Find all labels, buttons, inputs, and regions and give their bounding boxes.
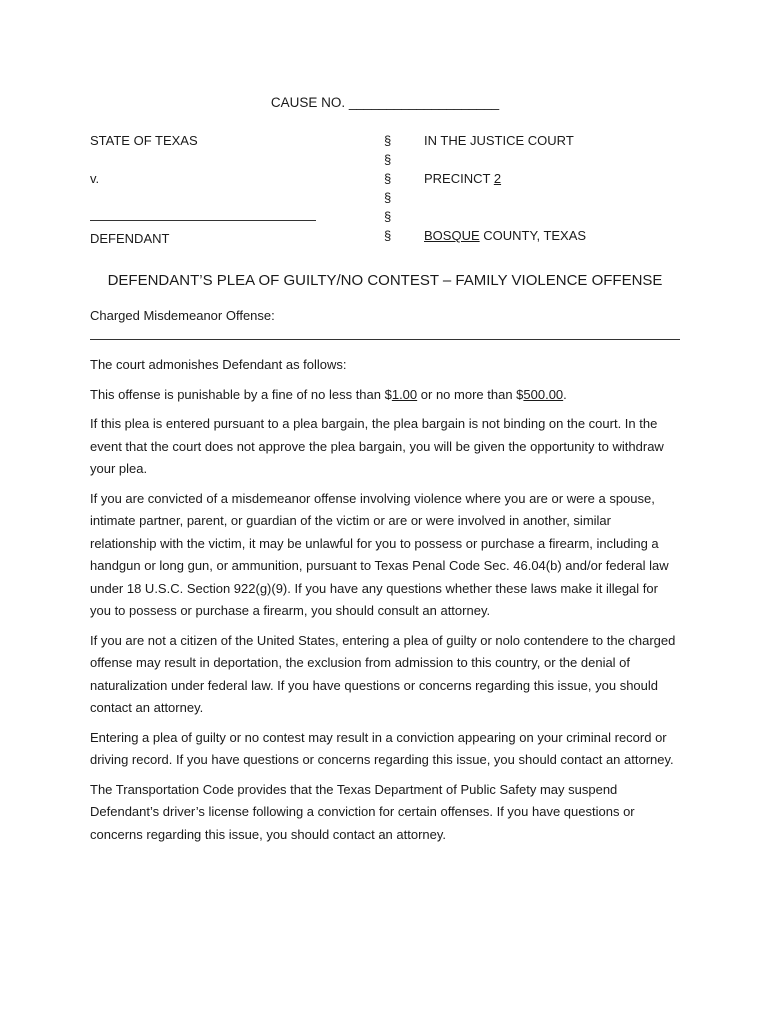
license-suspension-paragraph: The Transportation Code provides that the Texas Department of Public Safety may suspend Defendant’s driver’s license following a conviction for certain offenses. If you have questions or concerns regarding this issue, you should contact an attorney. [90,781,635,842]
caption-right-column [424,133,684,247]
caption-spacer [424,152,684,171]
court-name: IN THE JUSTICE COURT [424,133,574,148]
plea-bargain-paragraph: If this plea is entered pursuant to a plea bargain, the plea bargain is not binding on the court. In the event that the court does not approve the plea bargain, you will be given the opportunity to withdraw your plea. [90,416,664,476]
fine-maximum: 500.00 [523,386,564,402]
defendant-signature-line [90,212,316,221]
section-symbol: § [384,190,392,205]
section-symbol: § [384,152,392,167]
fine-suffix: . [563,386,567,402]
fine-middle: or no more than $ [417,386,524,402]
county-suffix: COUNTY, TEXAS [479,228,587,243]
immigration-warning-paragraph: If you are not a citizen of the United States, entering a plea of guilty or nolo contendere to the charged offense may result in deportation, the exclusion from admission to this country, or the denial of naturalization under federal law. If you have questions or concerns regarding this issue, you should contact an attorney. [90,632,676,715]
fine-minimum: 1.00 [391,386,418,402]
section-symbol: § [384,209,392,224]
document-body [90,306,680,853]
caption-spacer [424,190,684,209]
case-caption [90,133,690,248]
fine-prefix: This offense is punishable by a fine of no less than $ [90,386,392,402]
charged-offense-blank-line [90,325,680,340]
document-title: DEFENDANT’S PLEA OF GUILTY/NO CONTEST – FAMILY VIOLENCE OFFENSE [107,272,663,289]
county-name: BOSQUE [424,228,480,243]
precinct-line [424,171,684,190]
caption-spacer [424,209,684,228]
section-symbol: § [384,171,392,186]
defendant-label: DEFENDANT [90,231,170,246]
precinct-number: 2 [493,171,502,186]
section-symbol-column [384,133,396,247]
caption-spacer [90,190,320,209]
charged-offense-label: Charged Misdemeanor Offense: [90,308,275,323]
cause-number: CAUSE NO. ____________________ [270,95,500,110]
caption-spacer [90,152,320,171]
fine-range-paragraph [90,384,680,407]
state-party: STATE OF TEXAS [90,133,198,148]
section-symbol: § [384,228,392,243]
admonishment-intro: The court admonishes Defendant as follows: [90,357,347,372]
county-line [424,228,684,247]
caption-left-column [90,133,320,250]
section-symbol: § [384,133,392,148]
firearm-warning-paragraph: If you are convicted of a misdemeanor offense involving violence where you are or were a spouse, intimate partner, parent, or guardian of the victim or are or were involved in another, similar relationship with the victim, it may be unlawful for you to possess or purchase a firearm, including a handgun or long gun, or ammunition, pursuant to Texas Penal Code Sec. 46.04(b) and/or federal law under 18 U.S.C. Section 922(g)(9). If you have any questions whether these laws make it illegal for you to possess or purchase a firearm, you should consult an attorney. [90,490,669,618]
precinct-label: PRECINCT [424,171,494,186]
versus-text: v. [90,171,100,186]
criminal-record-paragraph: Entering a plea of guilty or no contest may result in a conviction appearing on your criminal record or driving record. If you have questions or concerns regarding this issue, you should contact an attorney. [90,729,674,767]
defendant-name-line [90,212,320,231]
